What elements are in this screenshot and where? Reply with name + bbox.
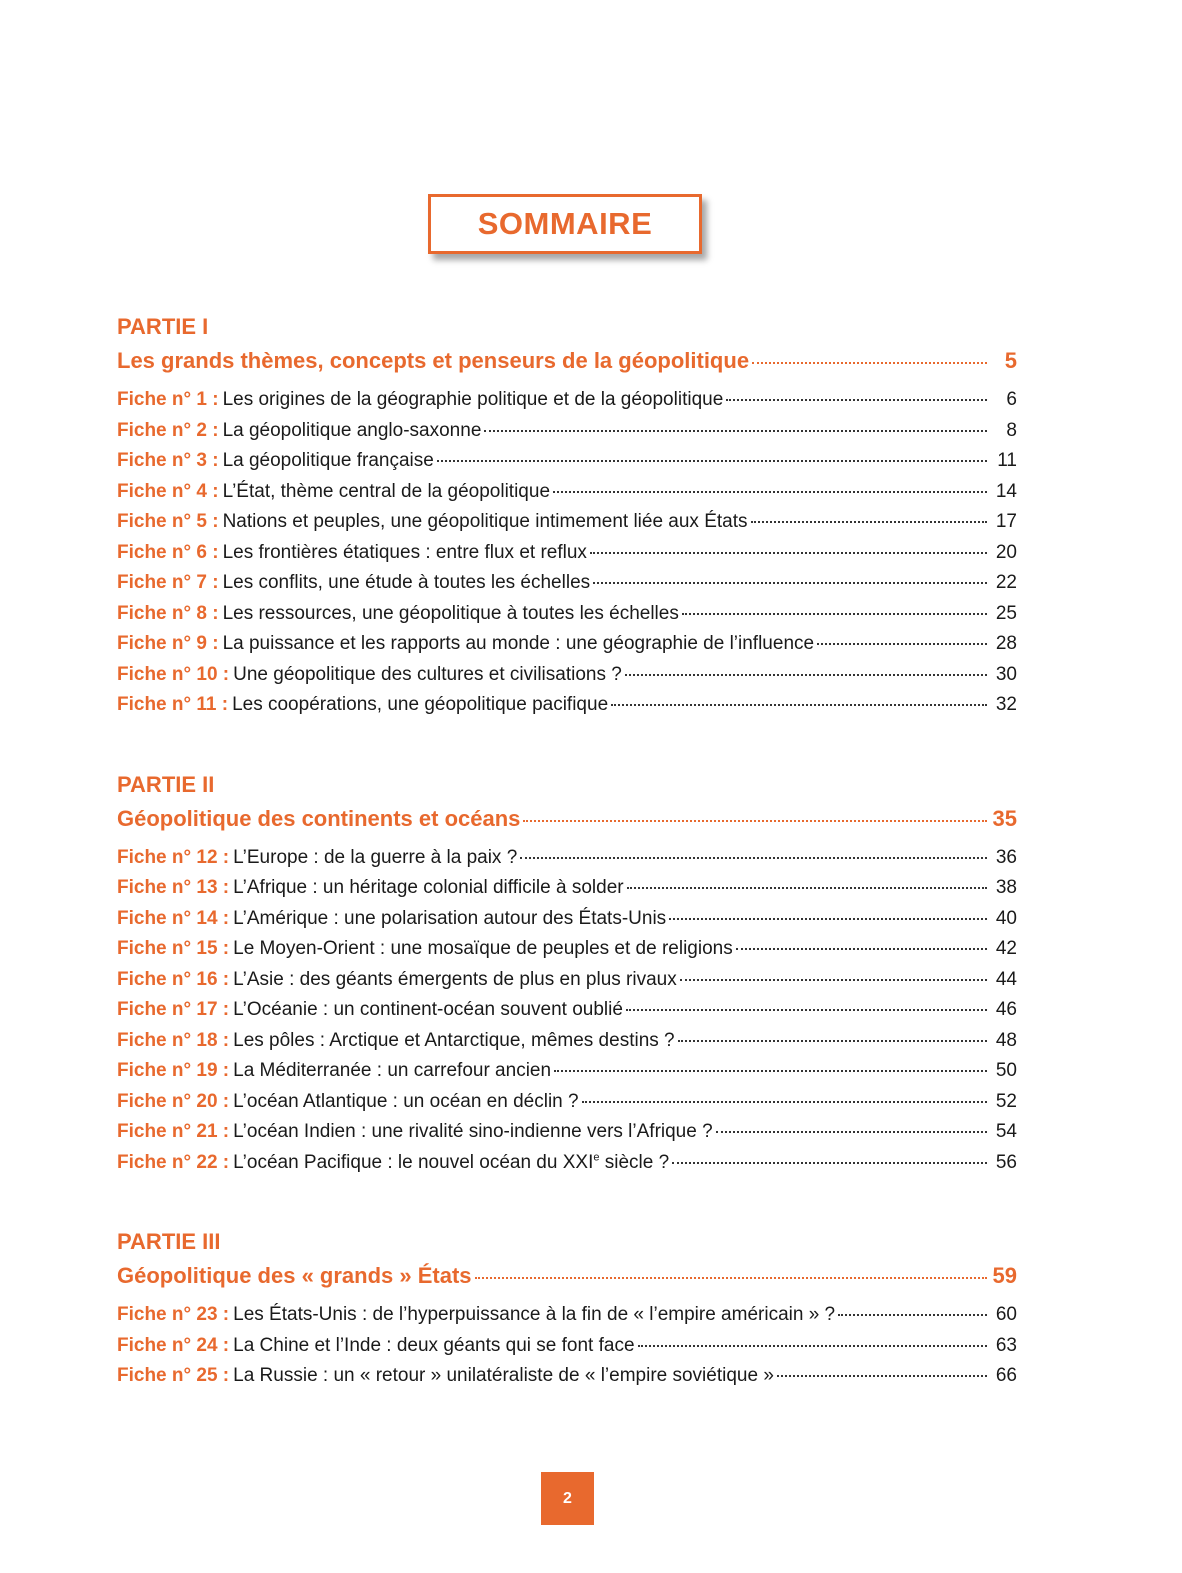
- entry-title-text: La Russie : un « retour » unilatéraliste de « l’empire soviétique »: [233, 1365, 774, 1386]
- toc-entry[interactable]: [117, 1147, 1017, 1178]
- dot-leader: [553, 472, 987, 493]
- fiche-label: Fiche n° 8 :: [117, 602, 219, 624]
- dot-leader: [582, 1082, 987, 1103]
- dot-leader: [520, 838, 987, 859]
- entry-title: [233, 1148, 669, 1179]
- entry-title: [233, 1361, 774, 1392]
- entry-page-number: 36: [995, 846, 1017, 868]
- entry-title: [223, 538, 587, 569]
- entry-title-text: L’océan Atlantique : un océan en déclin ?: [233, 1090, 579, 1112]
- toc-part: [117, 310, 1017, 720]
- entry-title-text: La puissance et les rapports au monde : une géographie de l’influence: [222, 633, 815, 654]
- entry-title: [233, 934, 733, 965]
- toc-entry[interactable]: [117, 689, 1017, 720]
- entry-page-number: 14: [995, 480, 1017, 502]
- entry-page-number: 63: [995, 1334, 1017, 1356]
- fiche-label: Fiche n° 6 :: [117, 541, 219, 563]
- dot-leader: [475, 1255, 987, 1279]
- toc-part: [117, 1225, 1017, 1391]
- dot-leader: [669, 899, 987, 920]
- fiche-label: Fiche n° 10 :: [117, 663, 230, 685]
- page-number: 2: [563, 1489, 572, 1507]
- entry-page-number: 46: [995, 999, 1017, 1020]
- fiche-label: Fiche n° 15 :: [117, 938, 230, 959]
- fiche-label: Fiche n° 20 :: [117, 1090, 230, 1112]
- dot-leader: [611, 685, 987, 706]
- entry-title-text: Les frontières étatiques : entre flux et reflux: [222, 541, 587, 563]
- superscript: e: [593, 1151, 600, 1164]
- part-title: Géopolitique des continents et océans: [117, 805, 521, 831]
- part-title-row[interactable]: [117, 344, 1017, 378]
- entry-page-number: 30: [995, 663, 1017, 685]
- title-box: [428, 194, 702, 254]
- entry-title: [233, 904, 666, 935]
- entry-title-text: L’Europe : de la guerre à la paix ?: [233, 846, 518, 868]
- entry-title-text: L’océan Pacifique : le nouvel océan du XXI: [233, 1151, 594, 1173]
- dot-leader: [627, 868, 987, 889]
- dot-leader: [716, 1112, 987, 1133]
- dot-leader: [554, 1051, 987, 1072]
- entry-page-number: 22: [995, 572, 1017, 593]
- entry-title-text: Les conflits, une étude à toutes les échelles: [222, 572, 591, 593]
- fiche-label: Fiche n° 7 :: [117, 572, 219, 593]
- entry-title-text: L’Amérique : une polarisation autour des États-Unis: [233, 907, 667, 929]
- fiche-label: Fiche n° 4 :: [117, 480, 219, 502]
- entry-title-text: Une géopolitique des cultures et civilisations ?: [233, 663, 622, 685]
- dot-leader: [626, 990, 987, 1011]
- entry-title: [233, 1056, 551, 1087]
- fiche-label: Fiche n° 9 :: [117, 633, 219, 654]
- dot-leader: [672, 1143, 987, 1164]
- entry-page-number: 42: [995, 938, 1017, 959]
- entry-title: [233, 995, 623, 1026]
- fiche-label: Fiche n° 5 :: [117, 511, 219, 532]
- entry-title: [233, 660, 622, 691]
- part-page-number: 59: [992, 1263, 1017, 1288]
- page-title: SOMMAIRE: [477, 206, 653, 241]
- entry-page-number: 6: [1006, 389, 1017, 410]
- entry-page-number: 54: [995, 1121, 1017, 1142]
- entry-title-text: L’Asie : des géants émergents de plus en plus rivaux: [233, 968, 677, 990]
- entry-title-text: L’Afrique : un héritage colonial difficile à solder: [233, 877, 624, 898]
- entry-page-number: 44: [995, 968, 1017, 990]
- entry-title: [233, 873, 623, 904]
- page-number-badge: [541, 1472, 594, 1525]
- entry-page-number: 25: [995, 602, 1017, 624]
- dot-leader: [777, 1356, 987, 1377]
- entry-title-text: Le Moyen-Orient : une mosaïque de peuples et de religions: [233, 938, 733, 959]
- entry-page-number: 60: [995, 1304, 1017, 1325]
- dot-leader: [593, 563, 987, 584]
- entry-page-number: 32: [995, 694, 1017, 715]
- entry-title-text: Nations et peuples, une géopolitique intimement liée aux États: [222, 511, 748, 532]
- entry-title-text: La Méditerranée : un carrefour ancien: [233, 1060, 552, 1081]
- fiche-label: Fiche n° 13 :: [117, 877, 230, 898]
- entry-page-number: 56: [995, 1151, 1017, 1173]
- entry-title: [223, 599, 679, 630]
- entry-title-text: Les ressources, une géopolitique à toutes les échelles: [222, 602, 679, 624]
- dot-leader: [752, 340, 987, 364]
- dot-leader: [680, 960, 987, 981]
- dot-leader: [726, 380, 987, 401]
- dot-leader: [590, 533, 987, 554]
- fiche-label: Fiche n° 22 :: [117, 1151, 230, 1173]
- toc-part: [117, 768, 1017, 1178]
- dot-leader: [682, 594, 987, 615]
- entry-title: [223, 568, 591, 599]
- fiche-label: Fiche n° 18 :: [117, 1029, 230, 1051]
- entry-title: [233, 1331, 634, 1362]
- entry-page-number: 20: [995, 541, 1017, 563]
- dot-leader: [736, 929, 987, 950]
- fiche-label: Fiche n° 1 :: [117, 389, 219, 410]
- fiche-label: Fiche n° 25 :: [117, 1365, 230, 1386]
- entry-title: [233, 1117, 713, 1148]
- entry-title-text: Les origines de la géographie politique et de la géopolitique: [222, 389, 724, 410]
- entry-page-number: 50: [995, 1060, 1017, 1081]
- entry-page-number: 17: [995, 511, 1017, 532]
- dot-leader: [751, 502, 987, 523]
- entry-title: [232, 690, 608, 721]
- part-label: PARTIE III: [117, 1229, 221, 1254]
- fiche-label: Fiche n° 2 :: [117, 419, 219, 441]
- entry-page-number: 8: [1006, 419, 1017, 441]
- entry-page-number: 48: [995, 1029, 1017, 1051]
- fiche-label: Fiche n° 24 :: [117, 1334, 230, 1356]
- dot-leader: [625, 655, 987, 676]
- part-page-number: 5: [1004, 348, 1017, 373]
- entry-page-number: 40: [995, 907, 1017, 929]
- fiche-label: Fiche n° 23 :: [117, 1304, 230, 1325]
- entry-title: [233, 1087, 578, 1118]
- dot-leader: [817, 624, 987, 645]
- entry-page-number: 66: [995, 1365, 1017, 1386]
- dot-leader: [638, 1326, 987, 1347]
- part-title-row[interactable]: [117, 1259, 1017, 1293]
- fiche-label: Fiche n° 21 :: [117, 1121, 230, 1142]
- dot-leader: [484, 411, 987, 432]
- entry-title: [233, 965, 677, 996]
- part-title-row[interactable]: [117, 802, 1017, 836]
- fiche-label: Fiche n° 3 :: [117, 450, 219, 471]
- entry-title-text: La géopolitique anglo-saxonne: [222, 419, 482, 441]
- table-of-contents: [117, 310, 1017, 1439]
- entry-page-number: 38: [995, 877, 1017, 898]
- entry-title-suffix: siècle ?: [599, 1151, 670, 1173]
- entry-page-number: 28: [995, 633, 1017, 654]
- entry-title-text: Les pôles : Arctique et Antarctique, mêmes destins ?: [233, 1029, 675, 1051]
- fiche-label: Fiche n° 12 :: [117, 846, 230, 868]
- entry-title-text: La géopolitique française: [222, 450, 434, 471]
- entry-page-number: 52: [995, 1090, 1017, 1112]
- toc-entry[interactable]: [117, 1360, 1017, 1391]
- entry-title-text: L’océan Indien : une rivalité sino-indienne vers l’Afrique ?: [233, 1121, 713, 1142]
- fiche-label: Fiche n° 16 :: [117, 968, 230, 990]
- entry-title-text: L’Océanie : un continent-océan souvent oublié: [233, 999, 623, 1020]
- dot-leader: [437, 441, 987, 462]
- dot-leader: [838, 1295, 987, 1316]
- entry-title: [233, 843, 517, 874]
- entry-title-text: L’État, thème central de la géopolitique: [222, 480, 551, 502]
- part-title: Géopolitique des « grands » États: [117, 1263, 472, 1288]
- part-label: PARTIE II: [117, 771, 215, 797]
- fiche-label: Fiche n° 19 :: [117, 1060, 230, 1081]
- entry-title: [223, 477, 550, 508]
- fiche-label: Fiche n° 11 :: [117, 694, 229, 715]
- fiche-label: Fiche n° 14 :: [117, 907, 230, 929]
- dot-leader: [523, 798, 986, 822]
- entry-title-text: Les États-Unis : de l’hyperpuissance à la fin de « l’empire américain » ?: [233, 1304, 836, 1325]
- dot-leader: [678, 1021, 987, 1042]
- entry-title: [223, 446, 434, 477]
- part-label: PARTIE I: [117, 314, 209, 339]
- entry-title-text: La Chine et l’Inde : deux géants qui se font face: [233, 1334, 635, 1356]
- entry-page-number: 11: [997, 450, 1017, 471]
- part-title: Les grands thèmes, concepts et penseurs de la géopolitique: [117, 348, 750, 373]
- part-page-number: 35: [992, 805, 1017, 831]
- fiche-label: Fiche n° 17 :: [117, 999, 230, 1020]
- entry-title-text: Les coopérations, une géopolitique pacifique: [232, 694, 609, 715]
